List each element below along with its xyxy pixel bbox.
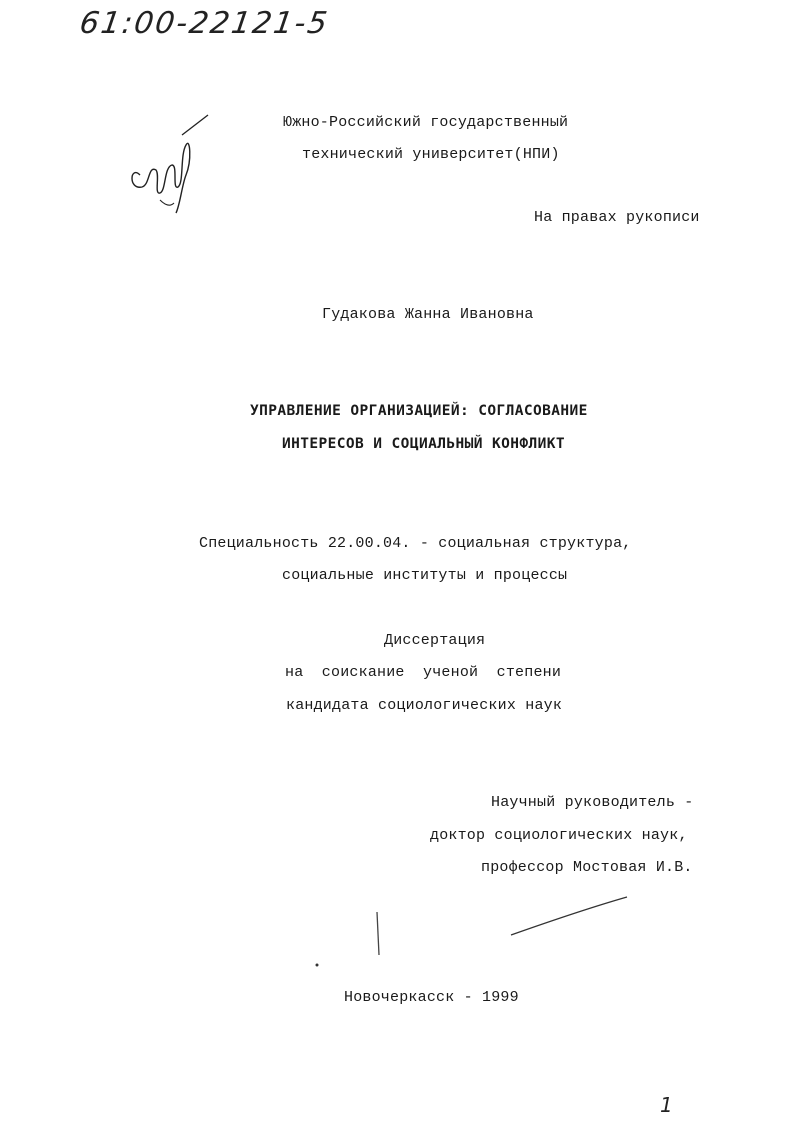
institution-line-2: технический университет(НПИ): [302, 146, 560, 163]
degree-line: на соискание ученой степени: [285, 664, 562, 681]
pen-stroke-mark: [505, 895, 635, 940]
author-name: Гудакова Жанна Ивановна: [322, 306, 534, 323]
city-year: Новочеркасск - 1999: [344, 989, 519, 1006]
supervisor-name: профессор Мостовая И.В.: [481, 859, 693, 876]
dissertation-label: Диссертация: [384, 632, 486, 649]
manuscript-rights-note: На правах рукописи: [534, 209, 700, 226]
degree-field-line: кандидата социологических наук: [286, 697, 563, 714]
specialty-line-2: социальные институты и процессы: [282, 567, 568, 584]
scan-artifact-line: [372, 910, 384, 960]
dissertation-title-line-1: УПРАВЛЕНИЕ ОРГАНИЗАЦИЕЙ: СОГЛАСОВАНИЕ: [250, 403, 588, 419]
supervisor-degree: доктор социологических наук,: [430, 827, 688, 844]
handwritten-signature: [120, 115, 215, 220]
dissertation-title-line-2: ИНТЕРЕСОВ И СОЦИАЛЬНЫЙ КОНФЛИКТ: [282, 436, 566, 452]
scan-artifact-dot: [314, 962, 320, 968]
page-number: 1: [660, 1093, 673, 1117]
specialty-line-1: Специальность 22.00.04. - социальная структура,: [199, 535, 632, 552]
registry-number-handwritten: 61:00-22121-5: [77, 6, 332, 41]
supervisor-label: Научный руководитель -: [491, 794, 694, 811]
institution-line-1: Южно-Российский государственный: [283, 114, 569, 131]
